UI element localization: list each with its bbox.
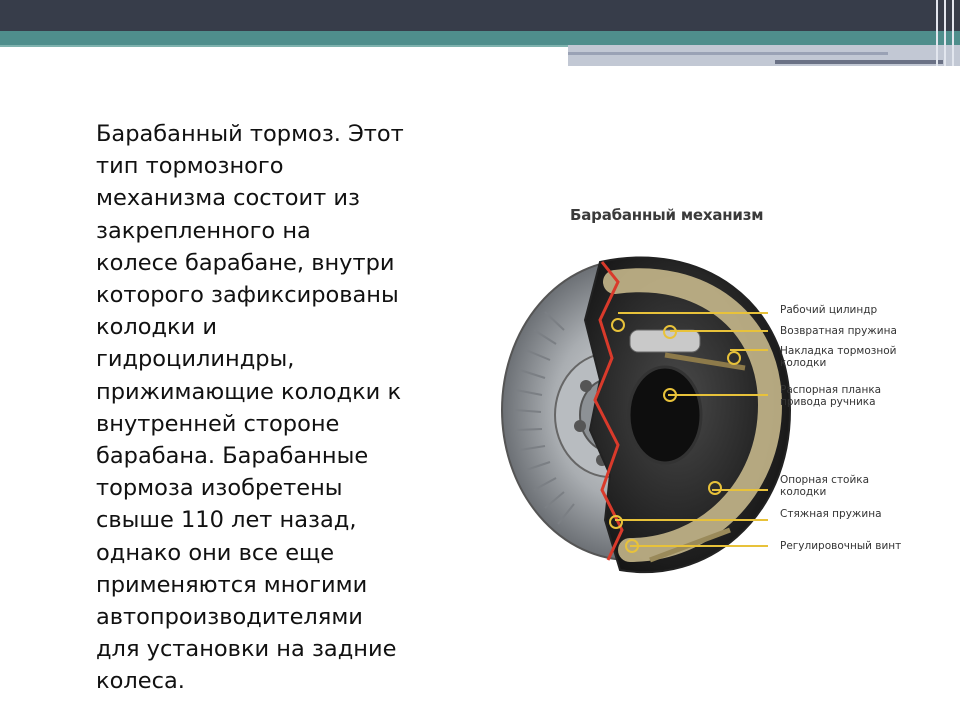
backing-plate	[585, 257, 790, 572]
label-tension-spring: Стяжная пружина	[780, 508, 882, 520]
header-corner-line	[936, 0, 938, 66]
header-corner-line	[944, 0, 946, 66]
header-accent-band	[0, 31, 960, 45]
label-working-cylinder: Рабочий цилиндр	[780, 304, 878, 316]
header-right-stripe	[568, 52, 888, 55]
label-return-spring: Возвратная пружина	[780, 325, 897, 337]
header-accent-line	[0, 45, 568, 47]
header-corner-line	[952, 0, 954, 66]
slide-body-text: Барабанный тормоз. Этот тип тормозного механизма состоит из закрепленного на колесе барабане, внутри которого зафиксированы колодки и гидроцилиндры, прижимающие колодки к внутренней стороне барабана. Барабанные тормоза изобретены свыше 110 лет назад, однако они все еще применяются многими автопроизводителями для установки на задние колеса.	[96, 121, 404, 695]
drum-brake-diagram	[490, 190, 950, 590]
label-handbrake-strut: Распорная планка привода ручника	[780, 384, 882, 408]
label-shoe-support-post: Опорная стойка колодки	[780, 474, 870, 498]
header-bar	[0, 0, 960, 31]
label-adjusting-screw: Регулировочный винт	[780, 540, 902, 552]
label-brake-shoe-lining: Накладка тормозной колодки	[780, 345, 897, 369]
diagram-title: Барабанный механизм	[570, 206, 764, 224]
header-right-stripe-dark	[775, 60, 943, 64]
